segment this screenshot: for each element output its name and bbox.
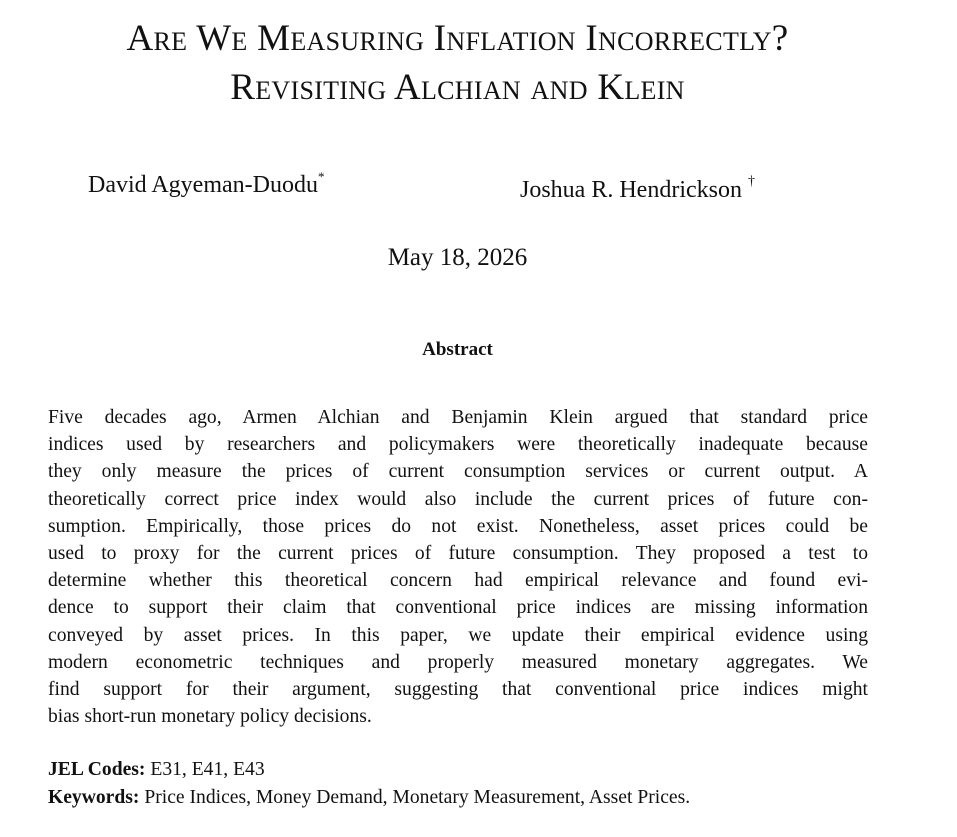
author-2-footnote-mark[interactable]: † <box>747 174 755 189</box>
author-1-footnote-mark[interactable]: * <box>317 169 325 184</box>
author-1-name: David Agyeman-Duodu <box>88 172 318 198</box>
paper-date: May 18, 2026 <box>387 244 528 271</box>
author-1 <box>88 169 325 198</box>
abstract-line: bias short-run monetary policy decisions. <box>48 706 372 728</box>
abstract-body <box>48 404 868 730</box>
abstract-line: sumption. Empirically, those prices do not exist. Nonetheless, asset prices could be <box>48 515 868 537</box>
abstract-line: Five decades ago, Armen Alchian and Benjamin Klein argued that standard price <box>48 407 868 428</box>
abstract-line: they only measure the prices of current consumption services or current output. A <box>48 461 868 483</box>
abstract-line: modern econometric techniques and properly measured monetary aggregates. We <box>48 651 868 673</box>
jel-codes-label: JEL Codes: <box>48 759 146 780</box>
abstract-line: used to proxy for the current prices of future consumption. They proposed a test to <box>48 542 868 564</box>
author-2 <box>520 174 755 203</box>
paper-title-line-1: Are We Measuring Inflation Incorrectly? <box>126 18 789 59</box>
keywords-value: Price Indices, Money Demand, Monetary Measurement, Asset Prices. <box>144 787 691 808</box>
abstract-line: conveyed by asset prices. In this paper, we update their empirical evidence using <box>48 624 868 646</box>
author-2-name: Joshua R. Hendrickson <box>520 177 742 203</box>
abstract-heading: Abstract <box>422 339 493 360</box>
jel-codes-value: E31, E41, E43 <box>150 759 265 780</box>
keywords <box>48 788 690 808</box>
abstract-line: theoretically correct price index would also include the current prices of future con- <box>48 488 868 510</box>
keywords-label: Keywords: <box>48 787 140 808</box>
jel-codes <box>48 760 265 780</box>
abstract-line: find support for their argument, suggesting that conventional price indices might <box>48 678 868 700</box>
abstract-line: dence to support their claim that conventional price indices are missing information <box>48 597 868 619</box>
abstract-line: determine whether this theoretical concern had empirical relevance and found evi- <box>48 570 868 592</box>
paper-title-line-2: Revisiting Alchian and Klein <box>230 67 685 108</box>
abstract-line: indices used by researchers and policymakers were theoretically inadequate because <box>48 434 868 456</box>
